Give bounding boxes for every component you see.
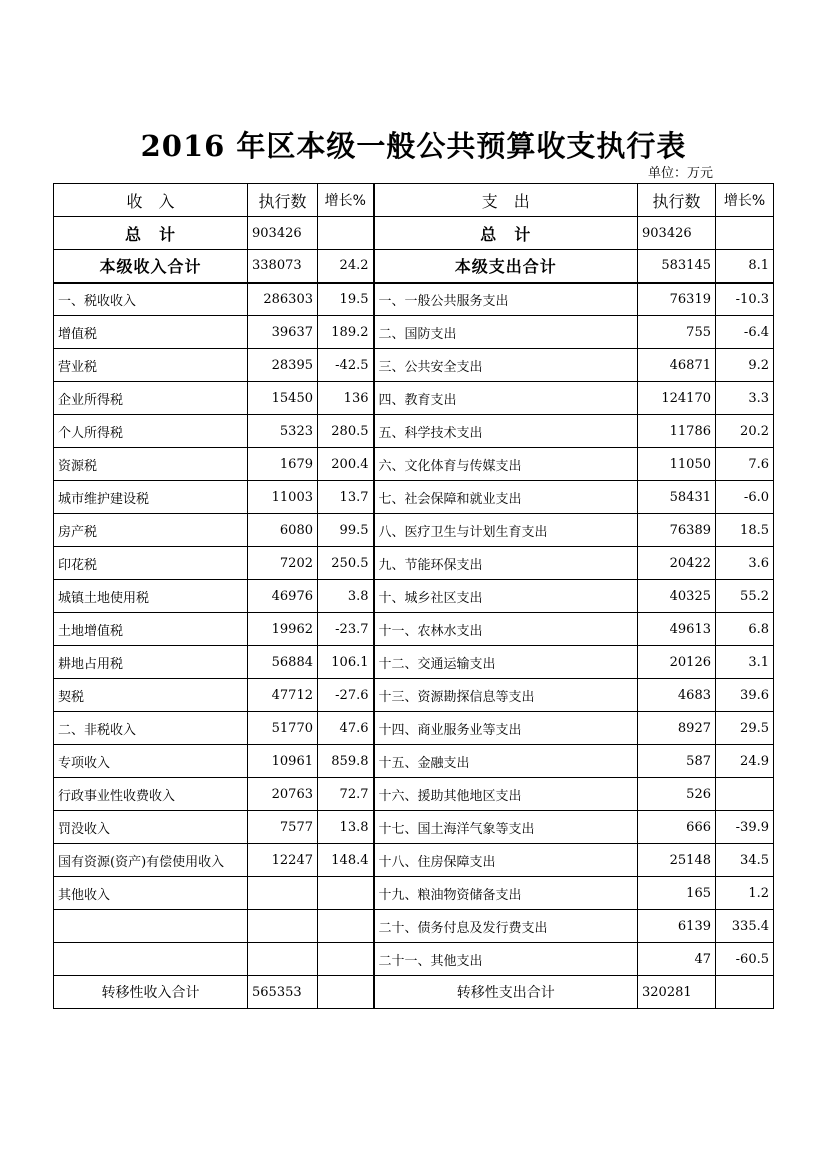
- growth-cell: 189.2: [318, 316, 374, 349]
- transfer-row: [54, 976, 774, 1009]
- expense-cell: 二、国防支出: [374, 316, 638, 349]
- table-row: [54, 415, 774, 448]
- growth-cell: -27.6: [318, 679, 374, 712]
- expense-cell: 二十、债务付息及发行费支出: [374, 910, 638, 943]
- transfer-growth: [318, 976, 374, 1009]
- expense-cell: 十三、资源勘探信息等支出: [374, 679, 638, 712]
- amount-cell: 15450: [248, 382, 318, 415]
- growth2-cell: 3.6: [716, 547, 774, 580]
- table-row: [54, 547, 774, 580]
- expense-cell: 十四、商业服务业等支出: [374, 712, 638, 745]
- amount2-cell: 11050: [638, 448, 716, 481]
- amount-cell: 6080: [248, 514, 318, 547]
- income-cell: 罚没收入: [54, 811, 248, 844]
- table-row: [54, 712, 774, 745]
- amount2-cell: 76389: [638, 514, 716, 547]
- amount-cell: 46976: [248, 580, 318, 613]
- header-income: 收 入: [54, 184, 248, 217]
- growth-cell: [318, 943, 374, 976]
- income-cell: 个人所得税: [54, 415, 248, 448]
- growth2-cell: 6.8: [716, 613, 774, 646]
- table-row: [54, 943, 774, 976]
- expense-cell: 四、教育支出: [374, 382, 638, 415]
- growth-cell: 280.5: [318, 415, 374, 448]
- growth2-cell: 7.6: [716, 448, 774, 481]
- growth2-cell: -10.3: [716, 283, 774, 316]
- amount-cell: 12247: [248, 844, 318, 877]
- growth2-cell: 34.5: [716, 844, 774, 877]
- subtotal-row: [54, 250, 774, 283]
- subtotal-growth2: 8.1: [716, 250, 774, 283]
- amount-cell: 39637: [248, 316, 318, 349]
- amount2-cell: 20126: [638, 646, 716, 679]
- amount-cell: 51770: [248, 712, 318, 745]
- growth2-cell: -6.0: [716, 481, 774, 514]
- table-row: [54, 481, 774, 514]
- income-cell: 专项收入: [54, 745, 248, 778]
- growth-cell: 859.8: [318, 745, 374, 778]
- amount2-cell: 6139: [638, 910, 716, 943]
- growth2-cell: -6.4: [716, 316, 774, 349]
- amount2-cell: 58431: [638, 481, 716, 514]
- amount-cell: 7202: [248, 547, 318, 580]
- total-row: [54, 217, 774, 250]
- amount-cell: 10961: [248, 745, 318, 778]
- total-growth: [318, 217, 374, 250]
- amount2-cell: 587: [638, 745, 716, 778]
- expense-cell: 十八、住房保障支出: [374, 844, 638, 877]
- amount-cell: 7577: [248, 811, 318, 844]
- amount-cell: 28395: [248, 349, 318, 382]
- expense-cell: 十一、农林水支出: [374, 613, 638, 646]
- growth2-cell: 39.6: [716, 679, 774, 712]
- growth2-cell: 3.3: [716, 382, 774, 415]
- expense-cell: 十、城乡社区支出: [374, 580, 638, 613]
- amount2-cell: 124170: [638, 382, 716, 415]
- growth2-cell: 9.2: [716, 349, 774, 382]
- growth-cell: [318, 910, 374, 943]
- income-cell: 契税: [54, 679, 248, 712]
- table-row: [54, 646, 774, 679]
- amount-cell: 286303: [248, 283, 318, 316]
- growth2-cell: -60.5: [716, 943, 774, 976]
- growth-cell: 200.4: [318, 448, 374, 481]
- growth2-cell: -39.9: [716, 811, 774, 844]
- transfer-amount: 565353: [248, 976, 318, 1009]
- amount-cell: 19962: [248, 613, 318, 646]
- growth-cell: 72.7: [318, 778, 374, 811]
- subtotal-amount: 338073: [248, 250, 318, 283]
- income-cell: 企业所得税: [54, 382, 248, 415]
- income-cell: [54, 943, 248, 976]
- income-cell: 耕地占用税: [54, 646, 248, 679]
- table-row: [54, 514, 774, 547]
- unit-label: 单位：万元: [648, 166, 714, 181]
- header-amount2: 执行数: [638, 184, 716, 217]
- amount2-cell: 8927: [638, 712, 716, 745]
- growth-cell: 13.8: [318, 811, 374, 844]
- subtotal-growth: 24.2: [318, 250, 374, 283]
- growth-cell: -23.7: [318, 613, 374, 646]
- table-row: [54, 844, 774, 877]
- amount2-cell: 49613: [638, 613, 716, 646]
- income-cell: 城市维护建设税: [54, 481, 248, 514]
- growth2-cell: 1.2: [716, 877, 774, 910]
- table-row: [54, 448, 774, 481]
- expense-cell: 三、公共安全支出: [374, 349, 638, 382]
- amount2-cell: 25148: [638, 844, 716, 877]
- expense-cell: 七、社会保障和就业支出: [374, 481, 638, 514]
- amount2-cell: 47: [638, 943, 716, 976]
- table-row: [54, 613, 774, 646]
- transfer-label2: 转移性支出合计: [374, 976, 638, 1009]
- amount2-cell: 76319: [638, 283, 716, 316]
- amount2-cell: 526: [638, 778, 716, 811]
- header-growth2: 增长%: [716, 184, 774, 217]
- amount2-cell: 165: [638, 877, 716, 910]
- amount-cell: 11003: [248, 481, 318, 514]
- table-row: [54, 349, 774, 382]
- growth-cell: 106.1: [318, 646, 374, 679]
- amount2-cell: 11786: [638, 415, 716, 448]
- growth-cell: 13.7: [318, 481, 374, 514]
- expense-cell: 十六、援助其他地区支出: [374, 778, 638, 811]
- table-row: [54, 283, 774, 316]
- subtotal-amount2: 583145: [638, 250, 716, 283]
- table-row: [54, 316, 774, 349]
- table-row: [54, 877, 774, 910]
- table-row: [54, 382, 774, 415]
- growth2-cell: 335.4: [716, 910, 774, 943]
- amount2-cell: 666: [638, 811, 716, 844]
- income-cell: 二、非税收入: [54, 712, 248, 745]
- income-cell: 一、税收收入: [54, 283, 248, 316]
- amount-cell: 5323: [248, 415, 318, 448]
- budget-table: [53, 183, 774, 1009]
- growth2-cell: 29.5: [716, 712, 774, 745]
- table-row: [54, 745, 774, 778]
- header-row: [54, 184, 774, 217]
- growth-cell: 47.6: [318, 712, 374, 745]
- amount2-cell: 46871: [638, 349, 716, 382]
- income-cell: 增值税: [54, 316, 248, 349]
- expense-cell: 十七、国土海洋气象等支出: [374, 811, 638, 844]
- amount2-cell: 20422: [638, 547, 716, 580]
- expense-cell: 一、一般公共服务支出: [374, 283, 638, 316]
- growth2-cell: 55.2: [716, 580, 774, 613]
- income-cell: 城镇土地使用税: [54, 580, 248, 613]
- growth-cell: 148.4: [318, 844, 374, 877]
- amount-cell: 56884: [248, 646, 318, 679]
- total-label: 总 计: [54, 217, 248, 250]
- header-amount: 执行数: [248, 184, 318, 217]
- growth-cell: [318, 877, 374, 910]
- header-growth: 增长%: [318, 184, 374, 217]
- income-cell: 印花税: [54, 547, 248, 580]
- amount-cell: [248, 877, 318, 910]
- table-row: [54, 778, 774, 811]
- growth2-cell: [716, 778, 774, 811]
- growth-cell: 250.5: [318, 547, 374, 580]
- subtotal-label2: 本级支出合计: [374, 250, 638, 283]
- income-cell: 营业税: [54, 349, 248, 382]
- expense-cell: 五、科学技术支出: [374, 415, 638, 448]
- expense-cell: 九、节能环保支出: [374, 547, 638, 580]
- expense-cell: 十二、交通运输支出: [374, 646, 638, 679]
- table-row: [54, 910, 774, 943]
- expense-cell: 十九、粮油物资储备支出: [374, 877, 638, 910]
- growth-cell: 3.8: [318, 580, 374, 613]
- growth2-cell: 18.5: [716, 514, 774, 547]
- header-expense: 支 出: [374, 184, 638, 217]
- income-cell: [54, 910, 248, 943]
- expense-cell: 八、医疗卫生与计划生育支出: [374, 514, 638, 547]
- amount2-cell: 40325: [638, 580, 716, 613]
- income-cell: 行政事业性收费收入: [54, 778, 248, 811]
- income-cell: 房产税: [54, 514, 248, 547]
- table-row: [54, 811, 774, 844]
- amount-cell: [248, 943, 318, 976]
- income-cell: 其他收入: [54, 877, 248, 910]
- table-row: [54, 679, 774, 712]
- growth-cell: -42.5: [318, 349, 374, 382]
- total-label2: 总 计: [374, 217, 638, 250]
- growth2-cell: 3.1: [716, 646, 774, 679]
- total-growth2: [716, 217, 774, 250]
- transfer-growth2: [716, 976, 774, 1009]
- growth2-cell: 20.2: [716, 415, 774, 448]
- expense-cell: 六、文化体育与传媒支出: [374, 448, 638, 481]
- transfer-label: 转移性收入合计: [54, 976, 248, 1009]
- expense-cell: 十五、金融支出: [374, 745, 638, 778]
- page-title: 2016 年区本级一般公共预算收支执行表: [140, 129, 687, 163]
- income-cell: 土地增值税: [54, 613, 248, 646]
- growth-cell: 136: [318, 382, 374, 415]
- total-amount2: 903426: [638, 217, 716, 250]
- amount-cell: [248, 910, 318, 943]
- growth-cell: 19.5: [318, 283, 374, 316]
- amount2-cell: 4683: [638, 679, 716, 712]
- table-row: [54, 580, 774, 613]
- expense-cell: 二十一、其他支出: [374, 943, 638, 976]
- growth2-cell: 24.9: [716, 745, 774, 778]
- income-cell: 资源税: [54, 448, 248, 481]
- total-amount: 903426: [248, 217, 318, 250]
- income-cell: 国有资源(资产)有偿使用收入: [54, 844, 248, 877]
- growth-cell: 99.5: [318, 514, 374, 547]
- amount2-cell: 755: [638, 316, 716, 349]
- subtotal-label: 本级收入合计: [54, 250, 248, 283]
- amount-cell: 20763: [248, 778, 318, 811]
- transfer-amount2: 320281: [638, 976, 716, 1009]
- amount-cell: 1679: [248, 448, 318, 481]
- amount-cell: 47712: [248, 679, 318, 712]
